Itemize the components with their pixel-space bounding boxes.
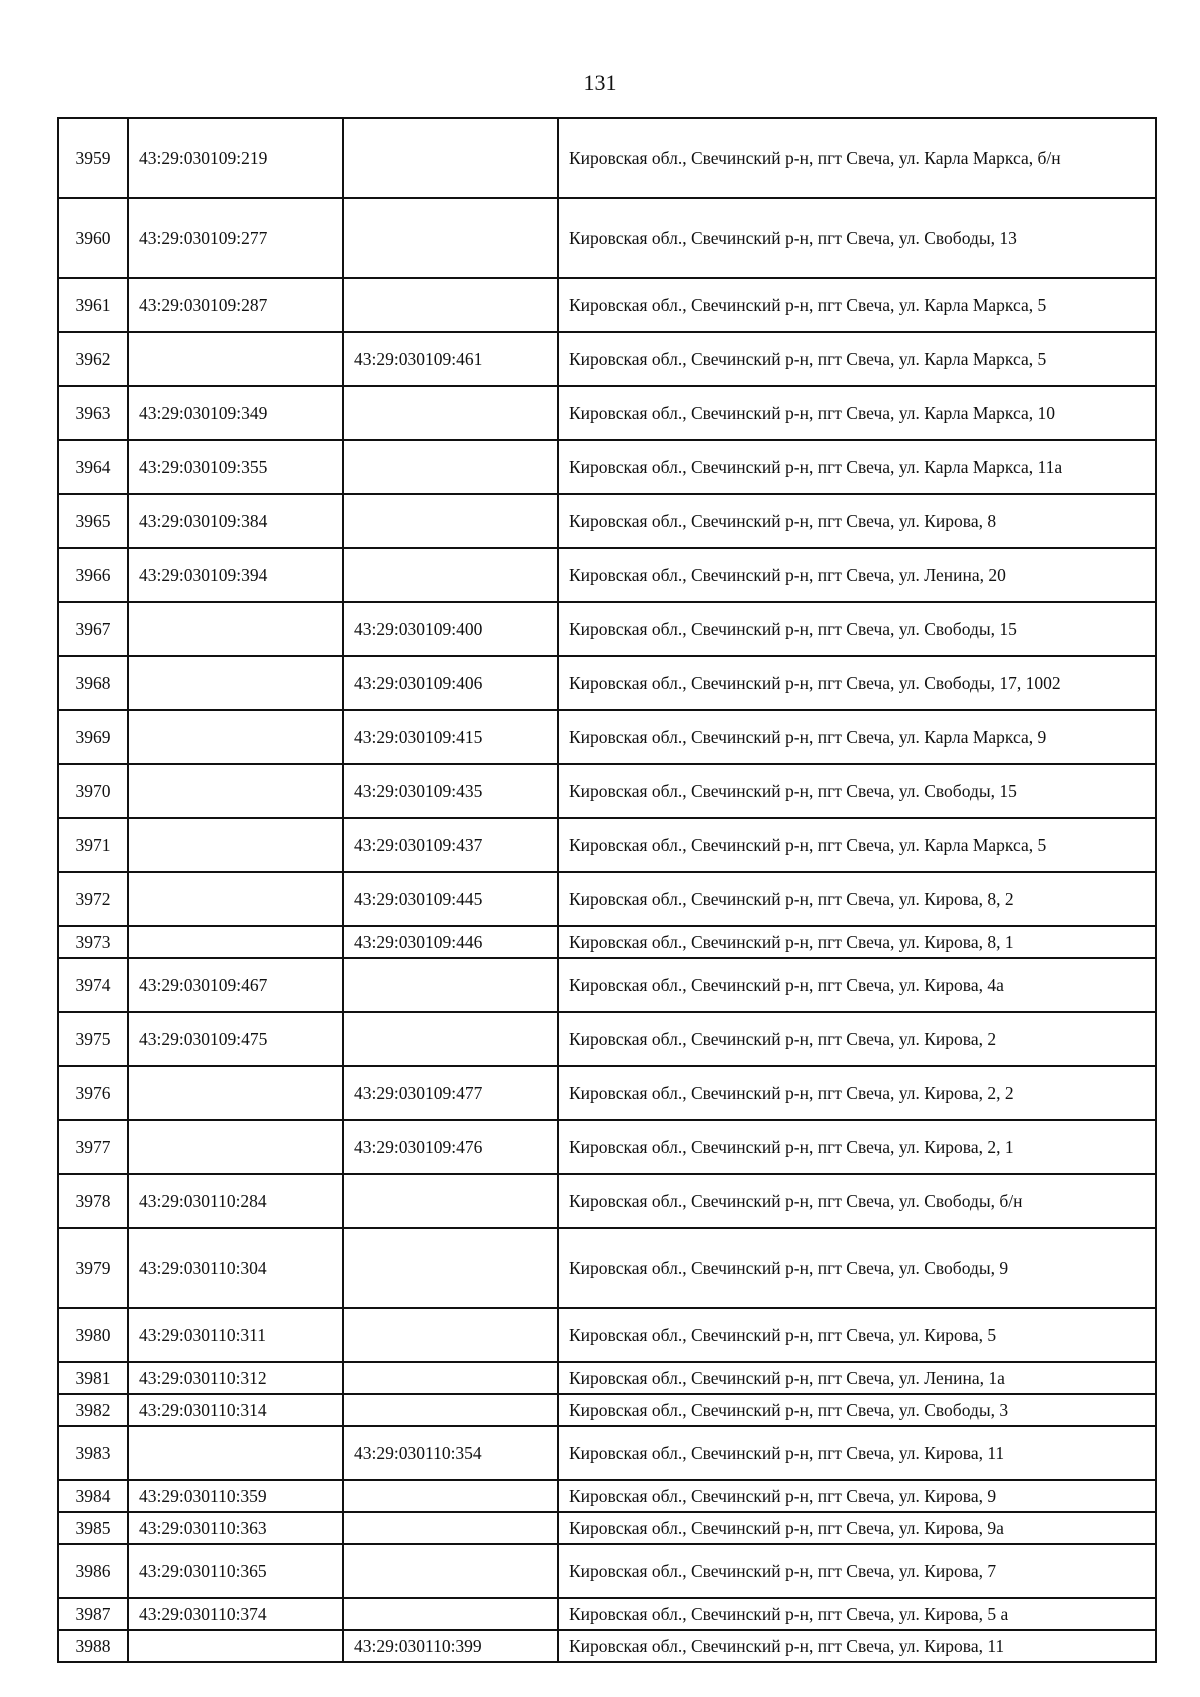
object-cadastral-number-cell: [343, 1174, 558, 1228]
cadastral-number-cell: 43:29:030110:363: [128, 1512, 343, 1544]
cadastral-number-cell: [128, 602, 343, 656]
row-number-cell: 3969: [58, 710, 128, 764]
object-cadastral-number-cell: [343, 440, 558, 494]
table-row: [58, 332, 1156, 386]
cadastral-number-cell: 43:29:030109:394: [128, 548, 343, 602]
address-cell: Кировская обл., Свечинский р-н, пгт Свеча, ул. Кирова, 8, 2: [558, 872, 1156, 926]
cadastral-number-cell: 43:29:030110:311: [128, 1308, 343, 1362]
address-cell: Кировская обл., Свечинский р-н, пгт Свеча, ул. Кирова, 8, 1: [558, 926, 1156, 958]
object-cadastral-number-cell: [343, 118, 558, 198]
table-row: [58, 872, 1156, 926]
cadastral-number-cell: 43:29:030109:475: [128, 1012, 343, 1066]
cadastral-number-cell: 43:29:030110:312: [128, 1362, 343, 1394]
table-row: [58, 1630, 1156, 1662]
cadastral-number-cell: [128, 1426, 343, 1480]
cadastral-number-cell: 43:29:030109:355: [128, 440, 343, 494]
row-number-cell: 3974: [58, 958, 128, 1012]
row-number-cell: 3967: [58, 602, 128, 656]
cadastral-number-cell: [128, 656, 343, 710]
table-row: [58, 1426, 1156, 1480]
table-row: [58, 1480, 1156, 1512]
object-cadastral-number-cell: 43:29:030109:400: [343, 602, 558, 656]
object-cadastral-number-cell: [343, 1598, 558, 1630]
cadastral-number-cell: [128, 1120, 343, 1174]
row-number-cell: 3966: [58, 548, 128, 602]
table-row: [58, 1512, 1156, 1544]
row-number-cell: 3983: [58, 1426, 128, 1480]
object-cadastral-number-cell: 43:29:030109:445: [343, 872, 558, 926]
address-cell: Кировская обл., Свечинский р-н, пгт Свеча, ул. Свободы, 3: [558, 1394, 1156, 1426]
table-row: [58, 1120, 1156, 1174]
cadastral-number-cell: 43:29:030110:284: [128, 1174, 343, 1228]
row-number-cell: 3963: [58, 386, 128, 440]
address-cell: Кировская обл., Свечинский р-н, пгт Свеча, ул. Карла Маркса, 5: [558, 278, 1156, 332]
table-row: [58, 958, 1156, 1012]
row-number-cell: 3984: [58, 1480, 128, 1512]
row-number-cell: 3988: [58, 1630, 128, 1662]
table-row: [58, 1544, 1156, 1598]
address-cell: Кировская обл., Свечинский р-н, пгт Свеча, ул. Свободы, б/н: [558, 1174, 1156, 1228]
object-cadastral-number-cell: [343, 386, 558, 440]
address-cell: Кировская обл., Свечинский р-н, пгт Свеча, ул. Карла Маркса, 9: [558, 710, 1156, 764]
row-number-cell: 3982: [58, 1394, 128, 1426]
object-cadastral-number-cell: [343, 958, 558, 1012]
object-cadastral-number-cell: [343, 278, 558, 332]
cadastral-number-cell: 43:29:030109:349: [128, 386, 343, 440]
table-row: [58, 1012, 1156, 1066]
object-cadastral-number-cell: [343, 1362, 558, 1394]
table-row: [58, 1174, 1156, 1228]
row-number-cell: 3977: [58, 1120, 128, 1174]
row-number-cell: 3972: [58, 872, 128, 926]
address-cell: Кировская обл., Свечинский р-н, пгт Свеча, ул. Кирова, 11: [558, 1630, 1156, 1662]
table-row: [58, 710, 1156, 764]
row-number-cell: 3980: [58, 1308, 128, 1362]
object-cadastral-number-cell: 43:29:030109:446: [343, 926, 558, 958]
cadastral-number-cell: [128, 764, 343, 818]
row-number-cell: 3979: [58, 1228, 128, 1308]
object-cadastral-number-cell: 43:29:030110:399: [343, 1630, 558, 1662]
cadastral-number-cell: 43:29:030109:277: [128, 198, 343, 278]
object-cadastral-number-cell: [343, 1228, 558, 1308]
address-cell: Кировская обл., Свечинский р-н, пгт Свеча, ул. Карла Маркса, 11а: [558, 440, 1156, 494]
cadastral-number-cell: 43:29:030109:384: [128, 494, 343, 548]
table-row: [58, 548, 1156, 602]
table-row: [58, 1066, 1156, 1120]
table-row: [58, 818, 1156, 872]
object-cadastral-number-cell: 43:29:030109:461: [343, 332, 558, 386]
page-number: 131: [583, 70, 617, 95]
address-cell: Кировская обл., Свечинский р-н, пгт Свеча, ул. Кирова, 8: [558, 494, 1156, 548]
cadastral-number-cell: 43:29:030110:374: [128, 1598, 343, 1630]
cadastral-number-cell: 43:29:030109:219: [128, 118, 343, 198]
cadastral-number-cell: [128, 1066, 343, 1120]
address-cell: Кировская обл., Свечинский р-н, пгт Свеча, ул. Ленина, 1а: [558, 1362, 1156, 1394]
row-number-cell: 3978: [58, 1174, 128, 1228]
row-number-cell: 3981: [58, 1362, 128, 1394]
address-cell: Кировская обл., Свечинский р-н, пгт Свеча, ул. Кирова, 2: [558, 1012, 1156, 1066]
table-row: [58, 656, 1156, 710]
address-cell: Кировская обл., Свечинский р-н, пгт Свеча, ул. Свободы, 13: [558, 198, 1156, 278]
cadastral-number-cell: [128, 818, 343, 872]
table-row: [58, 1362, 1156, 1394]
object-cadastral-number-cell: [343, 494, 558, 548]
table-row: [58, 1228, 1156, 1308]
table-row: [58, 440, 1156, 494]
cadastral-number-cell: 43:29:030110:365: [128, 1544, 343, 1598]
row-number-cell: 3971: [58, 818, 128, 872]
address-cell: Кировская обл., Свечинский р-н, пгт Свеча, ул. Карла Маркса, 5: [558, 332, 1156, 386]
table-row: [58, 764, 1156, 818]
table-row: [58, 386, 1156, 440]
cadastral-number-cell: [128, 926, 343, 958]
object-cadastral-number-cell: [343, 1308, 558, 1362]
row-number-cell: 3964: [58, 440, 128, 494]
object-cadastral-number-cell: [343, 1512, 558, 1544]
table-row: [58, 118, 1156, 198]
object-cadastral-number-cell: 43:29:030109:415: [343, 710, 558, 764]
object-cadastral-number-cell: [343, 1480, 558, 1512]
object-cadastral-number-cell: [343, 1544, 558, 1598]
address-cell: Кировская обл., Свечинский р-н, пгт Свеча, ул. Кирова, 11: [558, 1426, 1156, 1480]
object-cadastral-number-cell: 43:29:030109:437: [343, 818, 558, 872]
row-number-cell: 3961: [58, 278, 128, 332]
cadastral-number-cell: 43:29:030109:287: [128, 278, 343, 332]
address-cell: Кировская обл., Свечинский р-н, пгт Свеча, ул. Кирова, 2, 2: [558, 1066, 1156, 1120]
object-cadastral-number-cell: 43:29:030109:477: [343, 1066, 558, 1120]
row-number-cell: 3959: [58, 118, 128, 198]
row-number-cell: 3968: [58, 656, 128, 710]
row-number-cell: 3970: [58, 764, 128, 818]
table-row: [58, 1394, 1156, 1426]
address-cell: Кировская обл., Свечинский р-н, пгт Свеча, ул. Кирова, 4а: [558, 958, 1156, 1012]
object-cadastral-number-cell: 43:29:030109:406: [343, 656, 558, 710]
cadastral-number-cell: [128, 872, 343, 926]
row-number-cell: 3976: [58, 1066, 128, 1120]
table-row: [58, 198, 1156, 278]
registry-body: [58, 118, 1156, 1662]
cadastral-number-cell: [128, 1630, 343, 1662]
row-number-cell: 3986: [58, 1544, 128, 1598]
row-number-cell: 3975: [58, 1012, 128, 1066]
address-cell: Кировская обл., Свечинский р-н, пгт Свеча, ул. Кирова, 5 а: [558, 1598, 1156, 1630]
table-row: [58, 1308, 1156, 1362]
cadastral-number-cell: [128, 710, 343, 764]
row-number-cell: 3987: [58, 1598, 128, 1630]
row-number-cell: 3960: [58, 198, 128, 278]
table-row: [58, 278, 1156, 332]
address-cell: Кировская обл., Свечинский р-н, пгт Свеча, ул. Ленина, 20: [558, 548, 1156, 602]
address-cell: Кировская обл., Свечинский р-н, пгт Свеча, ул. Карла Маркса, 10: [558, 386, 1156, 440]
address-cell: Кировская обл., Свечинский р-н, пгт Свеча, ул. Свободы, 15: [558, 602, 1156, 656]
address-cell: Кировская обл., Свечинский р-н, пгт Свеча, ул. Кирова, 7: [558, 1544, 1156, 1598]
table-row: [58, 1598, 1156, 1630]
table-row: [58, 926, 1156, 958]
address-cell: Кировская обл., Свечинский р-н, пгт Свеча, ул. Карла Маркса, б/н: [558, 118, 1156, 198]
object-cadastral-number-cell: [343, 198, 558, 278]
address-cell: Кировская обл., Свечинский р-н, пгт Свеча, ул. Кирова, 9а: [558, 1512, 1156, 1544]
object-cadastral-number-cell: 43:29:030109:476: [343, 1120, 558, 1174]
cadastral-number-cell: [128, 332, 343, 386]
address-cell: Кировская обл., Свечинский р-н, пгт Свеча, ул. Кирова, 5: [558, 1308, 1156, 1362]
cadastral-number-cell: 43:29:030110:314: [128, 1394, 343, 1426]
table-row: [58, 494, 1156, 548]
row-number-cell: 3965: [58, 494, 128, 548]
registry-table: [57, 117, 1157, 1663]
address-cell: Кировская обл., Свечинский р-н, пгт Свеча, ул. Свободы, 15: [558, 764, 1156, 818]
address-cell: Кировская обл., Свечинский р-н, пгт Свеча, ул. Кирова, 9: [558, 1480, 1156, 1512]
table-row: [58, 602, 1156, 656]
cadastral-number-cell: 43:29:030110:304: [128, 1228, 343, 1308]
address-cell: Кировская обл., Свечинский р-н, пгт Свеча, ул. Свободы, 9: [558, 1228, 1156, 1308]
cadastral-number-cell: 43:29:030109:467: [128, 958, 343, 1012]
object-cadastral-number-cell: 43:29:030110:354: [343, 1426, 558, 1480]
object-cadastral-number-cell: [343, 1012, 558, 1066]
row-number-cell: 3973: [58, 926, 128, 958]
address-cell: Кировская обл., Свечинский р-н, пгт Свеча, ул. Карла Маркса, 5: [558, 818, 1156, 872]
row-number-cell: 3985: [58, 1512, 128, 1544]
row-number-cell: 3962: [58, 332, 128, 386]
object-cadastral-number-cell: [343, 548, 558, 602]
address-cell: Кировская обл., Свечинский р-н, пгт Свеча, ул. Кирова, 2, 1: [558, 1120, 1156, 1174]
cadastral-number-cell: 43:29:030110:359: [128, 1480, 343, 1512]
object-cadastral-number-cell: [343, 1394, 558, 1426]
address-cell: Кировская обл., Свечинский р-н, пгт Свеча, ул. Свободы, 17, 1002: [558, 656, 1156, 710]
object-cadastral-number-cell: 43:29:030109:435: [343, 764, 558, 818]
